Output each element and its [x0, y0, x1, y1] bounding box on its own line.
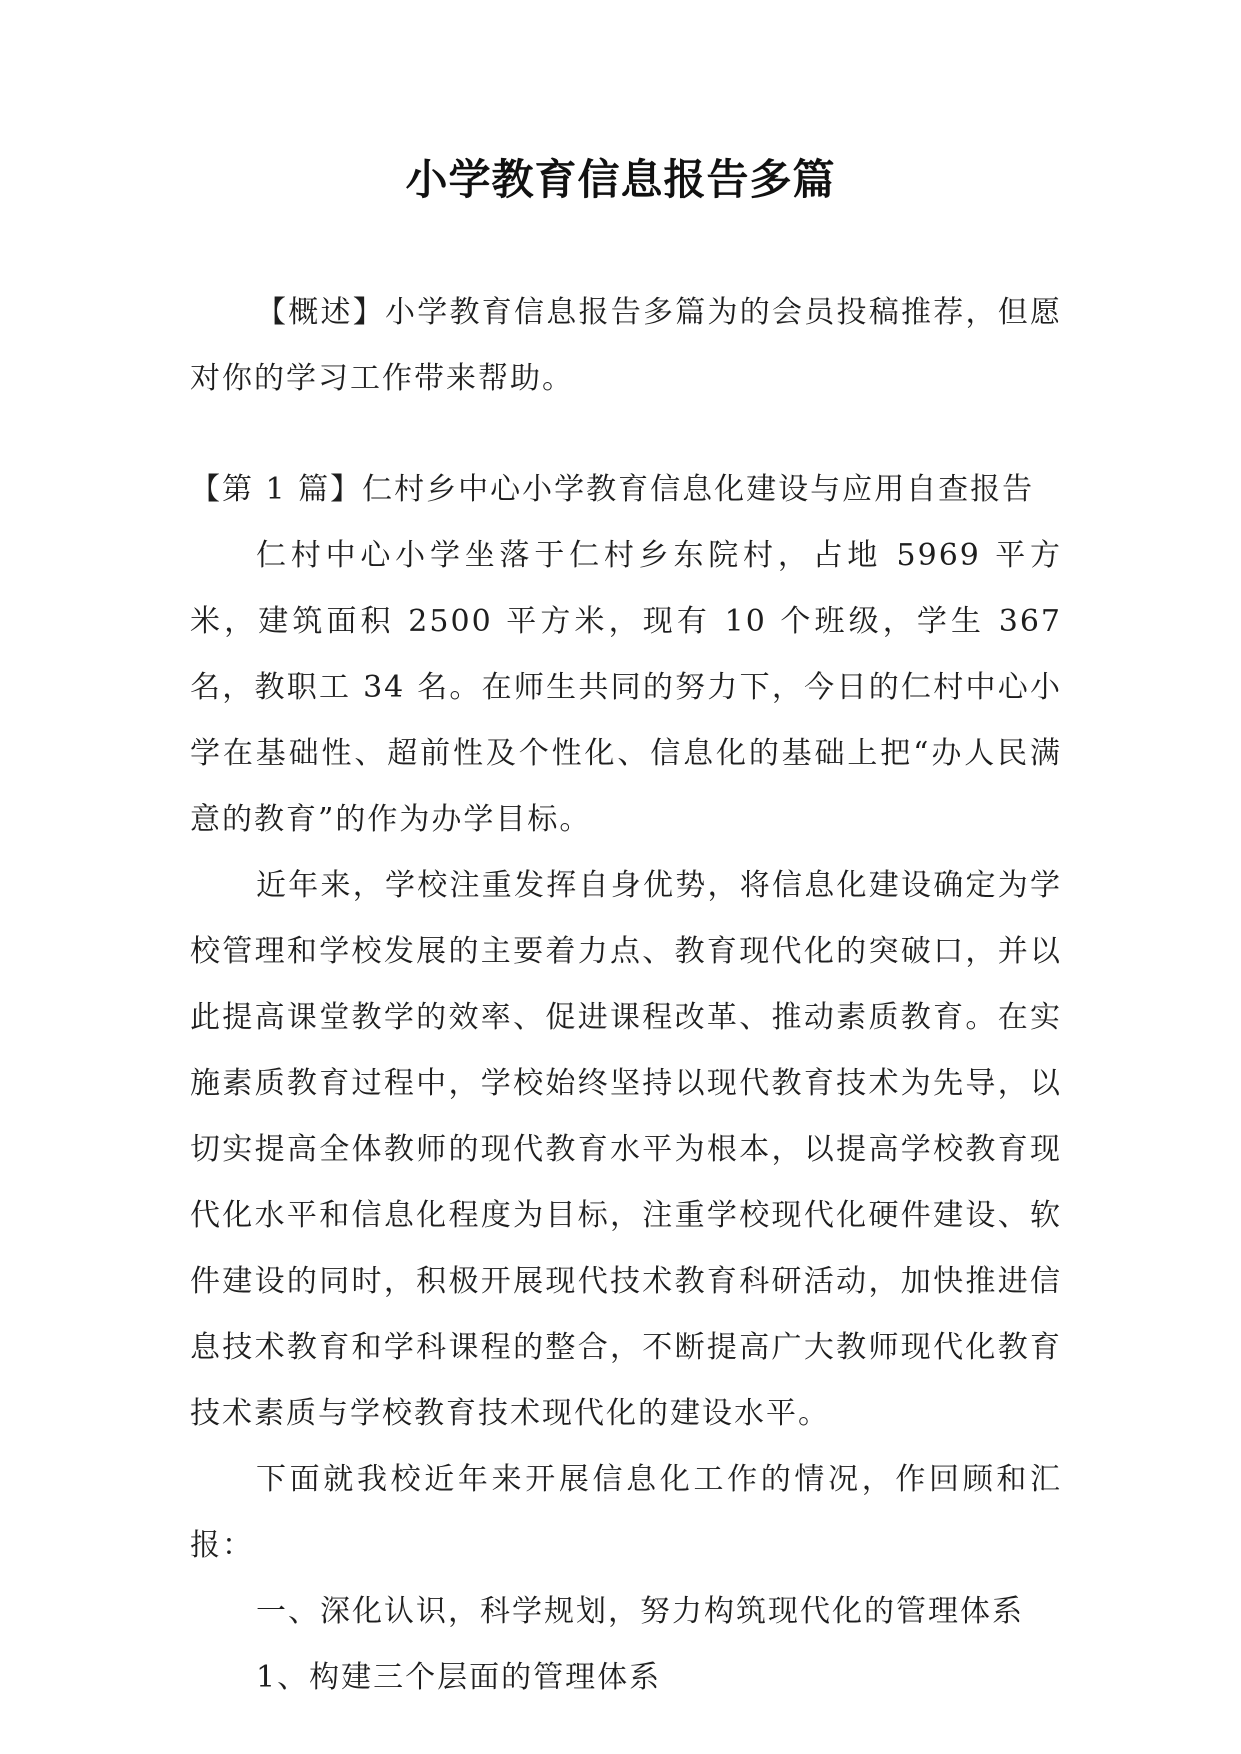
section-heading-one: 一、深化认识，科学规划，努力构筑现代化的管理体系	[256, 1594, 1024, 1629]
summary-block	[190, 280, 1062, 412]
paragraph-school-intro: 仁村中心小学坐落于仁村乡东院村，占地 5969 平方米，建筑面积 2500 平方米，现有 10 个班级，学生 367 名，教职工 34 名。在师生共同的努力下，今日的仁村中心小学在基础性、超前性及个性化、信息化的基础上把“办人民满意的教育”的作为办学目标。	[190, 538, 1062, 837]
paragraph-informatization: 近年来，学校注重发挥自身优势，将信息化建设确定为学校管理和学校发展的主要着力点、教育现代化的突破口，并以此提高课堂教学的效率、促进课程改革、推动素质教育。在实施素质教育过程中，学校始终坚持以现代教育技术为先导，以切实提高全体教师的现代教育水平为根本，以提高学校教育现代化水平和信息化程度为目标，注重学校现代化硬件建设、软件建设的同时，积极开展现代技术教育科研活动，加快推进信息技术教育和学科课程的整合，不断提高广大教师现代化教育技术素质与学校教育技术现代化的建设水平。	[190, 868, 1062, 1431]
summary-paragraph: 【概述】小学教育信息报告多篇为的会员投稿推荐，但愿对你的学习工作带来帮助。	[190, 295, 1062, 396]
chapter-body	[190, 457, 1062, 1711]
document-title: 小学教育信息报告多篇	[405, 155, 836, 204]
subsection-heading-one: 1、构建三个层面的管理体系	[256, 1660, 662, 1695]
chapter-heading: 【第 1 篇】仁村乡中心小学教育信息化建设与应用自查报告	[190, 472, 1035, 507]
paragraph-report-intro: 下面就我校近年来开展信息化工作的情况，作回顾和汇报：	[190, 1462, 1062, 1563]
